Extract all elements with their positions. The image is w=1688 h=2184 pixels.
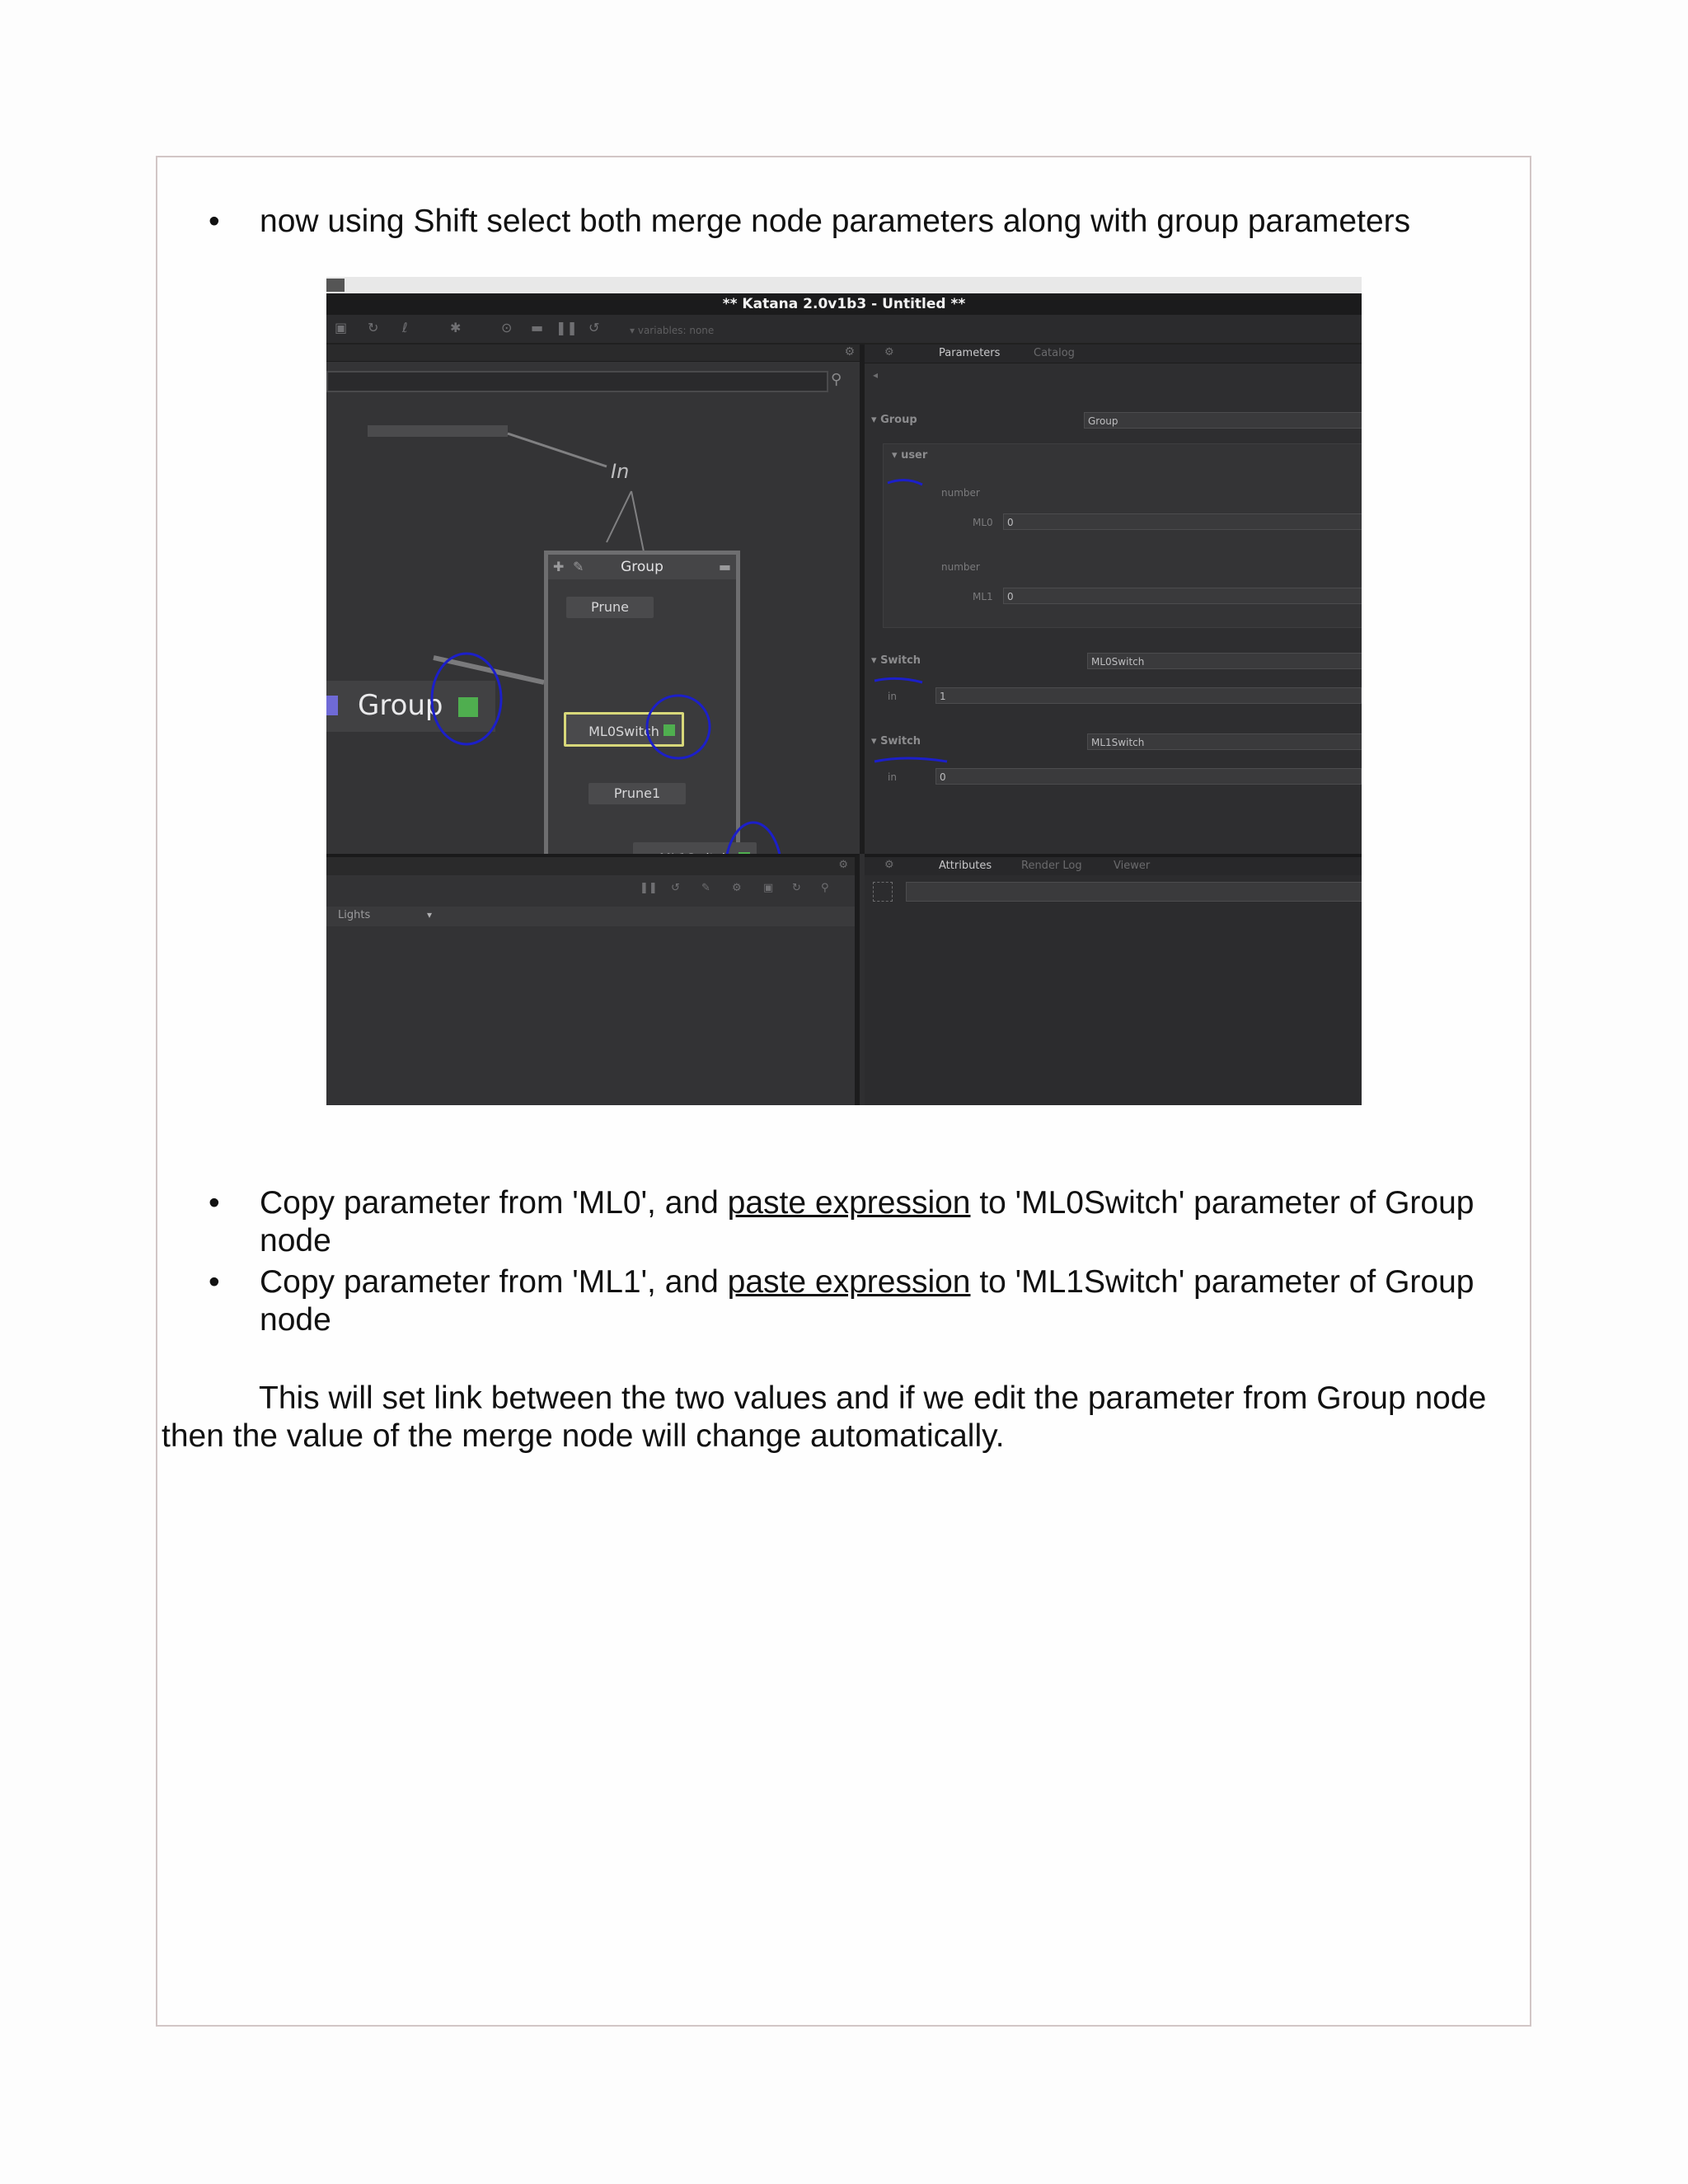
switch-a-header[interactable]: ▾ Switch ML0Switch [871,651,1362,673]
panel-settings-icon[interactable]: ⚙ [844,345,855,359]
reload-icon[interactable]: ↺ [671,882,680,894]
paragraph-line-2: then the value of the merge node will change automatically. [162,1418,1005,1454]
save-icon[interactable]: ▣ [335,320,348,335]
attributes-tab-bar [865,857,1362,875]
switch-a-label: Switch [880,654,921,667]
bullet-text-2 [260,1184,1529,1260]
switch-a-in-label: in [888,691,897,702]
window-icon [326,279,345,292]
window-title: ** Katana 2.0v1b3 - Untitled ** [722,296,966,312]
user-section: ▾ user number ML0 0 number ML1 0 [883,443,1362,628]
panel-settings-icon[interactable]: ⚙ [884,859,894,871]
lights-dropdown-value: Lights [338,909,371,921]
explanation-paragraph [162,1380,1530,1455]
main-toolbar [326,315,1362,344]
bottom-left-tab-bar [326,857,855,875]
lights-dropdown[interactable] [326,907,855,926]
switch-b-in-label: in [888,771,897,783]
parameters-panel [865,344,1362,854]
add-icon[interactable]: ✚ [553,559,565,574]
number-label-1: number [941,487,980,499]
tab-parameters[interactable]: Parameters [939,347,1001,359]
prune-node[interactable]: Prune [566,597,654,618]
panel-settings-icon[interactable]: ⚙ [884,346,894,359]
annotation-underline-user [888,480,922,485]
annotation-circle-ml0 [647,696,710,758]
bullet-symbol: • [209,1264,220,1300]
group-param-header[interactable]: ▾ Group Group [871,410,1362,432]
switch-a-in-field[interactable]: 1 [935,687,1362,704]
scenegraph-panel [326,854,860,1105]
tab-viewer[interactable]: Viewer [1114,860,1151,872]
ml1-field[interactable]: 0 [1003,588,1362,604]
switch-b-header[interactable]: ▾ Switch ML1Switch [871,732,1362,753]
stop-icon[interactable]: ▬ [531,320,544,335]
variables-label: variables: none [637,325,715,336]
prune1-node[interactable]: Prune1 [588,783,686,804]
ml0-field[interactable]: 0 [1003,513,1362,530]
save-icon[interactable]: ▣ [763,882,774,894]
variables-dropdown[interactable]: ▾ variables: none [630,325,715,336]
bullet-text-3 [260,1263,1529,1339]
bullet-2-text-cont: node [260,1223,331,1258]
bullet-symbol: • [209,1185,220,1221]
search-icon[interactable]: ⚲ [821,882,829,894]
back-arrow-icon[interactable]: ◂ [873,369,879,381]
refresh-icon[interactable]: ↻ [368,320,379,335]
ml0-label: ML0 [973,517,993,528]
bullet-2-text-post: to 'ML0Switch' parameter of Group [970,1185,1475,1221]
render-icon[interactable]: ⊙ [501,320,513,335]
annotation-underline-switch-b [874,758,947,762]
node-graph-panel[interactable] [326,344,865,854]
big-group-label: Group [358,689,443,722]
pause-icon[interactable]: ❚❚ [556,320,578,335]
chevron-down-icon: ▾ [427,909,433,921]
bottom-left-toolbar [326,879,855,903]
refresh-icon[interactable]: ↻ [792,882,801,894]
edit-icon[interactable]: ✎ [573,559,584,574]
switch-b-label: Switch [880,735,921,748]
edit-icon[interactable]: ✎ [701,882,710,894]
thermometer-icon[interactable]: ℓ [402,320,408,335]
bullet-2-text-pre: Copy parameter from 'ML0', and [260,1185,728,1221]
user-section-label: user [901,449,928,462]
pause-icon[interactable]: ❚❚ [640,882,658,894]
bullet-symbol: • [209,204,220,239]
bullet-3-text-cont: node [260,1302,331,1338]
paste-expression-link-2[interactable]: paste expression [727,1264,971,1300]
tab-render-log[interactable]: Render Log [1021,860,1082,872]
bullet-text-1: now using Shift select both merge node parameters along with group parameters [260,204,1411,239]
group-name-field[interactable]: Group [1084,412,1362,429]
gear-icon[interactable]: ⚙ [732,882,742,894]
annotation-circle-group [432,654,501,744]
annotation-overlay [326,344,860,854]
ml1-label: ML1 [973,591,993,602]
switch-b-name-field[interactable]: ML1Switch [1087,733,1362,750]
search-icon[interactable]: ⚲ [831,371,842,388]
paragraph-line-1: This will set link between the two values and if we edit the parameter from Group node [259,1380,1487,1416]
reload-icon[interactable]: ↺ [588,320,600,335]
group-param-label: Group [880,414,917,426]
katana-screenshot [326,277,1362,1105]
annotation-underline-switch-a [874,678,922,682]
panel-settings-icon[interactable]: ⚙ [838,859,848,871]
paste-expression-link-1[interactable]: paste expression [727,1185,971,1221]
switch-a-name-field[interactable]: ML0Switch [1087,653,1362,669]
bullet-3-text-pre: Copy parameter from 'ML1', and [260,1264,728,1300]
collapse-icon[interactable]: ▬ [718,559,731,574]
in-port-label: In [611,460,630,483]
group-box-title: Group [621,559,663,575]
bug-icon[interactable]: ✱ [450,320,462,335]
attributes-field[interactable] [906,882,1362,902]
annotation-circle-ml1 [725,823,781,854]
checkbox-icon[interactable] [873,882,893,902]
attributes-panel [865,854,1362,1105]
tab-attributes[interactable]: Attributes [939,860,992,872]
number-label-2: number [941,561,980,573]
switch-b-in-field[interactable]: 0 [935,768,1362,785]
bullet-3-text-post: to 'ML1Switch' parameter of Group [970,1264,1475,1300]
tab-catalog[interactable]: Catalog [1034,347,1075,359]
ml0switch-label: ML0Switch [588,724,659,739]
os-titlebar [326,277,1362,293]
annotation-underlines [865,344,1362,854]
